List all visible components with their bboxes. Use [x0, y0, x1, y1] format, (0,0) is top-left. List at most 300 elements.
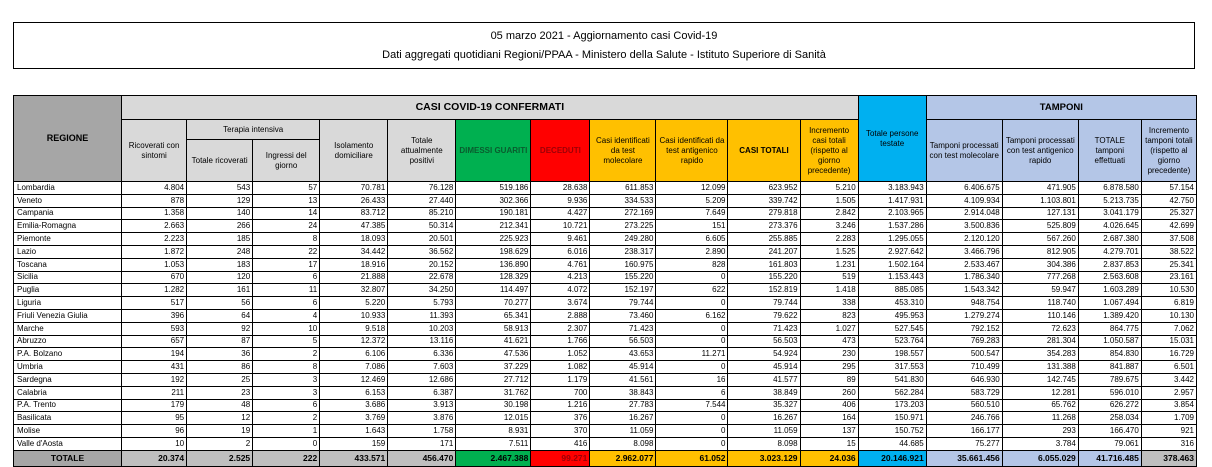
value-cell: 1.050.587	[1078, 335, 1141, 348]
value-cell: 11.059	[728, 425, 800, 438]
total-value-cell: 20.146.921	[858, 450, 926, 466]
value-cell: 7.544	[656, 399, 728, 412]
col-header-ti-totale: Totale ricoverati	[187, 140, 253, 182]
table-row	[14, 361, 1197, 374]
value-cell: 567.260	[1002, 233, 1078, 246]
value-cell: 1.417.931	[858, 194, 926, 207]
value-cell: 646.930	[926, 373, 1002, 386]
table-row	[14, 284, 1197, 297]
value-cell: 12.469	[320, 373, 388, 386]
value-cell: 519	[800, 271, 858, 284]
value-cell: 5.793	[388, 297, 456, 310]
value-cell: 878	[122, 194, 187, 207]
value-cell: 43.653	[590, 348, 656, 361]
value-cell: 1.231	[800, 258, 858, 271]
value-cell: 161.803	[728, 258, 800, 271]
value-cell: 560.510	[926, 399, 1002, 412]
value-cell: 166.470	[1078, 425, 1141, 438]
value-cell: 7.086	[320, 361, 388, 374]
table-row	[14, 437, 1197, 450]
value-cell: 57	[253, 182, 320, 195]
report-title-line1: 05 marzo 2021 - Aggiornamento casi Covid-19	[490, 30, 718, 42]
value-cell: 48	[187, 399, 253, 412]
table-row	[14, 207, 1197, 220]
value-cell: 155.220	[590, 271, 656, 284]
value-cell: 92	[187, 322, 253, 335]
value-cell: 416	[531, 437, 590, 450]
value-cell: 140	[187, 207, 253, 220]
region-name: Veneto	[14, 194, 122, 207]
value-cell: 1.082	[531, 361, 590, 374]
value-cell: 114.497	[456, 284, 531, 297]
total-value-cell: 99.271	[531, 450, 590, 466]
table-row	[14, 220, 1197, 233]
value-cell: 44.685	[858, 437, 926, 450]
col-header-casi-antigenico: Casi identificati da test antigenico rapido	[656, 120, 728, 182]
value-cell: 4	[253, 309, 320, 322]
value-cell: 6.878.580	[1078, 182, 1141, 195]
region-name: Toscana	[14, 258, 122, 271]
value-cell: 6.162	[656, 309, 728, 322]
value-cell: 54.924	[728, 348, 800, 361]
value-cell: 792.152	[926, 322, 1002, 335]
value-cell: 473	[800, 335, 858, 348]
value-cell: 2	[253, 412, 320, 425]
value-cell: 36	[187, 348, 253, 361]
value-cell: 161	[187, 284, 253, 297]
total-row	[14, 450, 1197, 466]
value-cell: 1.502.164	[858, 258, 926, 271]
value-cell: 22	[253, 245, 320, 258]
value-cell: 266	[187, 220, 253, 233]
total-value-cell: 222	[253, 450, 320, 466]
value-cell: 151	[656, 220, 728, 233]
value-cell: 56.503	[728, 335, 800, 348]
value-cell: 3.500.836	[926, 220, 1002, 233]
value-cell: 118.740	[1002, 297, 1078, 310]
value-cell: 4.213	[531, 271, 590, 284]
value-cell: 260	[800, 386, 858, 399]
value-cell: 12.372	[320, 335, 388, 348]
value-cell: 273.376	[728, 220, 800, 233]
region-name: Emilia-Romagna	[14, 220, 122, 233]
value-cell: 611.853	[590, 182, 656, 195]
value-cell: 2.927.642	[858, 245, 926, 258]
total-value-cell: 35.661.456	[926, 450, 1002, 466]
value-cell: 338	[800, 297, 858, 310]
value-cell: 10.721	[531, 220, 590, 233]
value-cell: 27.440	[388, 194, 456, 207]
value-cell: 2.283	[800, 233, 858, 246]
col-header-deceduti: DECEDUTI	[531, 120, 590, 182]
value-cell: 3.854	[1141, 399, 1196, 412]
value-cell: 2.687.380	[1078, 233, 1141, 246]
value-cell: 128.329	[456, 271, 531, 284]
value-cell: 8	[253, 361, 320, 374]
total-value-cell: 6.055.029	[1002, 450, 1078, 466]
value-cell: 354.283	[1002, 348, 1078, 361]
value-cell: 3.246	[800, 220, 858, 233]
region-name: Sardegna	[14, 373, 122, 386]
region-name: Molise	[14, 425, 122, 438]
region-name: Calabria	[14, 386, 122, 399]
region-name: Valle d'Aosta	[14, 437, 122, 450]
value-cell: 3.769	[320, 412, 388, 425]
col-header-incremento-casi: Incremento casi totali (rispetto al giorno precedente)	[800, 120, 858, 182]
value-cell: 16.729	[1141, 348, 1196, 361]
table-row	[14, 309, 1197, 322]
value-cell: 1.027	[800, 322, 858, 335]
region-name: Basilicata	[14, 412, 122, 425]
value-cell: 212.341	[456, 220, 531, 233]
value-cell: 2.307	[531, 322, 590, 335]
value-cell: 525.809	[1002, 220, 1078, 233]
value-cell: 1.505	[800, 194, 858, 207]
value-cell: 593	[122, 322, 187, 335]
value-cell: 71.423	[728, 322, 800, 335]
value-cell: 1.216	[531, 399, 590, 412]
group-header-terapia-intensiva: Terapia intensiva	[187, 120, 320, 140]
region-name: P.A. Bolzano	[14, 348, 122, 361]
value-cell: 70.277	[456, 297, 531, 310]
value-cell: 6.501	[1141, 361, 1196, 374]
value-cell: 370	[531, 425, 590, 438]
value-cell: 79.744	[728, 297, 800, 310]
value-cell: 562.284	[858, 386, 926, 399]
value-cell: 1.179	[531, 373, 590, 386]
value-cell: 11.059	[590, 425, 656, 438]
col-header-regione: REGIONE	[14, 96, 122, 182]
value-cell: 396	[122, 309, 187, 322]
value-cell: 316	[1141, 437, 1196, 450]
region-name: Friuli Venezia Giulia	[14, 309, 122, 322]
value-cell: 19	[187, 425, 253, 438]
value-cell: 921	[1141, 425, 1196, 438]
value-cell: 79.061	[1078, 437, 1141, 450]
value-cell: 137	[800, 425, 858, 438]
value-cell: 2.890	[656, 245, 728, 258]
value-cell: 131.388	[1002, 361, 1078, 374]
value-cell: 127.131	[1002, 207, 1078, 220]
value-cell: 7.511	[456, 437, 531, 450]
value-cell: 5.209	[656, 194, 728, 207]
value-cell: 10.530	[1141, 284, 1196, 297]
value-cell: 41.561	[590, 373, 656, 386]
value-cell: 12.686	[388, 373, 456, 386]
value-cell: 828	[656, 258, 728, 271]
value-cell: 8.931	[456, 425, 531, 438]
value-cell: 6	[253, 399, 320, 412]
value-cell: 6.336	[388, 348, 456, 361]
region-name: Liguria	[14, 297, 122, 310]
total-value-cell: 456.470	[388, 450, 456, 466]
value-cell: 1.282	[122, 284, 187, 297]
value-cell: 3.674	[531, 297, 590, 310]
value-cell: 1.786.340	[926, 271, 1002, 284]
value-cell: 1.709	[1141, 412, 1196, 425]
value-cell: 281.304	[1002, 335, 1078, 348]
value-cell: 179	[122, 399, 187, 412]
value-cell: 87	[187, 335, 253, 348]
value-cell: 20.152	[388, 258, 456, 271]
value-cell: 295	[800, 361, 858, 374]
value-cell: 1.389.420	[1078, 309, 1141, 322]
total-value-cell: 2.962.077	[590, 450, 656, 466]
value-cell: 35.327	[728, 399, 800, 412]
value-cell: 11.271	[656, 348, 728, 361]
value-cell: 45.914	[590, 361, 656, 374]
value-cell: 3.041.179	[1078, 207, 1141, 220]
value-cell: 495.953	[858, 309, 926, 322]
value-cell: 670	[122, 271, 187, 284]
value-cell: 110.146	[1002, 309, 1078, 322]
value-cell: 41.577	[728, 373, 800, 386]
value-cell: 6.406.675	[926, 182, 1002, 195]
value-cell: 6	[656, 386, 728, 399]
value-cell: 1.279.274	[926, 309, 1002, 322]
value-cell: 317.553	[858, 361, 926, 374]
col-header-persone-testate: Totale persone testate	[858, 96, 926, 182]
value-cell: 2	[187, 437, 253, 450]
value-cell: 2.957	[1141, 386, 1196, 399]
value-cell: 32.807	[320, 284, 388, 297]
value-cell: 4.072	[531, 284, 590, 297]
value-cell: 4.279.701	[1078, 245, 1141, 258]
total-value-cell: 41.716.485	[1078, 450, 1141, 466]
value-cell: 1.643	[320, 425, 388, 438]
value-cell: 1.537.286	[858, 220, 926, 233]
value-cell: 948.754	[926, 297, 1002, 310]
value-cell: 6	[253, 271, 320, 284]
value-cell: 164	[800, 412, 858, 425]
value-cell: 823	[800, 309, 858, 322]
value-cell: 2	[253, 348, 320, 361]
table-row	[14, 373, 1197, 386]
value-cell: 248	[187, 245, 253, 258]
col-header-casi-molecolare: Casi identificati da test molecolare	[590, 120, 656, 182]
value-cell: 86	[187, 361, 253, 374]
value-cell: 65.341	[456, 309, 531, 322]
value-cell: 1.525	[800, 245, 858, 258]
value-cell: 192	[122, 373, 187, 386]
total-value-cell: 24.036	[800, 450, 858, 466]
value-cell: 42.699	[1141, 220, 1196, 233]
value-cell: 6.605	[656, 233, 728, 246]
value-cell: 190.181	[456, 207, 531, 220]
value-cell: 14	[253, 207, 320, 220]
value-cell: 64	[187, 309, 253, 322]
value-cell: 258.034	[1078, 412, 1141, 425]
value-cell: 789.675	[1078, 373, 1141, 386]
value-cell: 527.545	[858, 322, 926, 335]
value-cell: 26.433	[320, 194, 388, 207]
value-cell: 10	[122, 437, 187, 450]
value-cell: 198.629	[456, 245, 531, 258]
value-cell: 523.764	[858, 335, 926, 348]
value-cell: 5.220	[320, 297, 388, 310]
value-cell: 4.761	[531, 258, 590, 271]
table-row	[14, 399, 1197, 412]
value-cell: 471.905	[1002, 182, 1078, 195]
total-value-cell: 3.023.129	[728, 450, 800, 466]
value-cell: 5	[253, 335, 320, 348]
value-cell: 10.203	[388, 322, 456, 335]
value-cell: 18.916	[320, 258, 388, 271]
value-cell: 7.062	[1141, 322, 1196, 335]
value-cell: 136.890	[456, 258, 531, 271]
value-cell: 500.547	[926, 348, 1002, 361]
value-cell: 10.130	[1141, 309, 1196, 322]
value-cell: 769.283	[926, 335, 1002, 348]
value-cell: 45.914	[728, 361, 800, 374]
value-cell: 1.418	[800, 284, 858, 297]
value-cell: 38.522	[1141, 245, 1196, 258]
value-cell: 83.712	[320, 207, 388, 220]
region-name: Umbria	[14, 361, 122, 374]
report-title-line2: Dati aggregati quotidiani Regioni/PPAA - Ministero della Salute - Istituto Superiore di Sanità	[382, 49, 826, 61]
value-cell: 273.225	[590, 220, 656, 233]
value-cell: 6.387	[388, 386, 456, 399]
value-cell: 1.153.443	[858, 271, 926, 284]
value-cell: 211	[122, 386, 187, 399]
total-value-cell: 2.467.388	[456, 450, 531, 466]
value-cell: 854.830	[1078, 348, 1141, 361]
value-cell: 27.783	[590, 399, 656, 412]
total-value-cell: 2.525	[187, 450, 253, 466]
value-cell: 6.153	[320, 386, 388, 399]
value-cell: 56	[187, 297, 253, 310]
value-cell: 150.752	[858, 425, 926, 438]
value-cell: 36.562	[388, 245, 456, 258]
value-cell: 7.649	[656, 207, 728, 220]
region-name: Abruzzo	[14, 335, 122, 348]
value-cell: 2.533.467	[926, 258, 1002, 271]
value-cell: 885.085	[858, 284, 926, 297]
value-cell: 16	[656, 373, 728, 386]
value-cell: 11	[253, 284, 320, 297]
value-cell: 230	[800, 348, 858, 361]
value-cell: 1.603.289	[1078, 284, 1141, 297]
table-header	[14, 96, 1197, 182]
value-cell: 3.784	[1002, 437, 1078, 450]
value-cell: 34.250	[388, 284, 456, 297]
value-cell: 21.888	[320, 271, 388, 284]
col-header-isolamento: Isolamento domiciliare	[320, 120, 388, 182]
col-header-dimessi-guariti: DIMESSI GUARITI	[456, 120, 531, 182]
value-cell: 65.762	[1002, 399, 1078, 412]
region-name: Marche	[14, 322, 122, 335]
value-cell: 238.317	[590, 245, 656, 258]
value-cell: 6.819	[1141, 297, 1196, 310]
table-row	[14, 412, 1197, 425]
value-cell: 38.849	[728, 386, 800, 399]
value-cell: 1.543.342	[926, 284, 1002, 297]
value-cell: 864.775	[1078, 322, 1141, 335]
value-cell: 79.744	[590, 297, 656, 310]
value-cell: 25	[187, 373, 253, 386]
group-header-casi-confermati: CASI COVID-19 CONFERMATI	[122, 96, 859, 120]
value-cell: 2.914.048	[926, 207, 1002, 220]
value-cell: 16.267	[728, 412, 800, 425]
value-cell: 622	[656, 284, 728, 297]
value-cell: 626.272	[1078, 399, 1141, 412]
table-row	[14, 258, 1197, 271]
value-cell: 376	[531, 412, 590, 425]
value-cell: 272.169	[590, 207, 656, 220]
value-cell: 6	[253, 297, 320, 310]
value-cell: 12.015	[456, 412, 531, 425]
value-cell: 155.220	[728, 271, 800, 284]
value-cell: 1.295.055	[858, 233, 926, 246]
value-cell: 10	[253, 322, 320, 335]
value-cell: 12.281	[1002, 386, 1078, 399]
value-cell: 10.933	[320, 309, 388, 322]
value-cell: 37.229	[456, 361, 531, 374]
value-cell: 59.947	[1002, 284, 1078, 297]
value-cell: 225.923	[456, 233, 531, 246]
value-cell: 71.423	[590, 322, 656, 335]
region-name: Sicilia	[14, 271, 122, 284]
region-name: P.A. Trento	[14, 399, 122, 412]
value-cell: 246.766	[926, 412, 1002, 425]
value-cell: 159	[320, 437, 388, 450]
value-cell: 18.093	[320, 233, 388, 246]
value-cell: 3.442	[1141, 373, 1196, 386]
value-cell: 5.213.735	[1078, 194, 1141, 207]
value-cell: 57.154	[1141, 182, 1196, 195]
table-row	[14, 194, 1197, 207]
value-cell: 1.358	[122, 207, 187, 220]
value-cell: 25.341	[1141, 258, 1196, 271]
value-cell: 0	[656, 322, 728, 335]
table-row	[14, 233, 1197, 246]
total-value-cell: 433.571	[320, 450, 388, 466]
value-cell: 8.098	[728, 437, 800, 450]
value-cell: 129	[187, 194, 253, 207]
value-cell: 541.830	[858, 373, 926, 386]
value-cell: 596.010	[1078, 386, 1141, 399]
col-header-tamponi-molecolare: Tamponi processati con test molecolare	[926, 120, 1002, 182]
value-cell: 2.663	[122, 220, 187, 233]
value-cell: 24	[253, 220, 320, 233]
value-cell: 8	[253, 233, 320, 246]
value-cell: 160.975	[590, 258, 656, 271]
value-cell: 2.837.853	[1078, 258, 1141, 271]
value-cell: 700	[531, 386, 590, 399]
value-cell: 3.183.943	[858, 182, 926, 195]
value-cell: 50.314	[388, 220, 456, 233]
value-cell: 120	[187, 271, 253, 284]
value-cell: 5.210	[800, 182, 858, 195]
value-cell: 3	[253, 386, 320, 399]
value-cell: 38.843	[590, 386, 656, 399]
total-value-cell: 378.463	[1141, 450, 1196, 466]
value-cell: 334.533	[590, 194, 656, 207]
value-cell: 519.186	[456, 182, 531, 195]
value-cell: 9.461	[531, 233, 590, 246]
value-cell: 95	[122, 412, 187, 425]
value-cell: 1.872	[122, 245, 187, 258]
col-header-tamponi-antigenico: Tamponi processati con test antigenico rapido	[1002, 120, 1078, 182]
value-cell: 2.103.965	[858, 207, 926, 220]
value-cell: 75.277	[926, 437, 1002, 450]
value-cell: 47.536	[456, 348, 531, 361]
value-cell: 79.622	[728, 309, 800, 322]
value-cell: 517	[122, 297, 187, 310]
value-cell: 249.280	[590, 233, 656, 246]
value-cell: 198.557	[858, 348, 926, 361]
value-cell: 4.026.645	[1078, 220, 1141, 233]
